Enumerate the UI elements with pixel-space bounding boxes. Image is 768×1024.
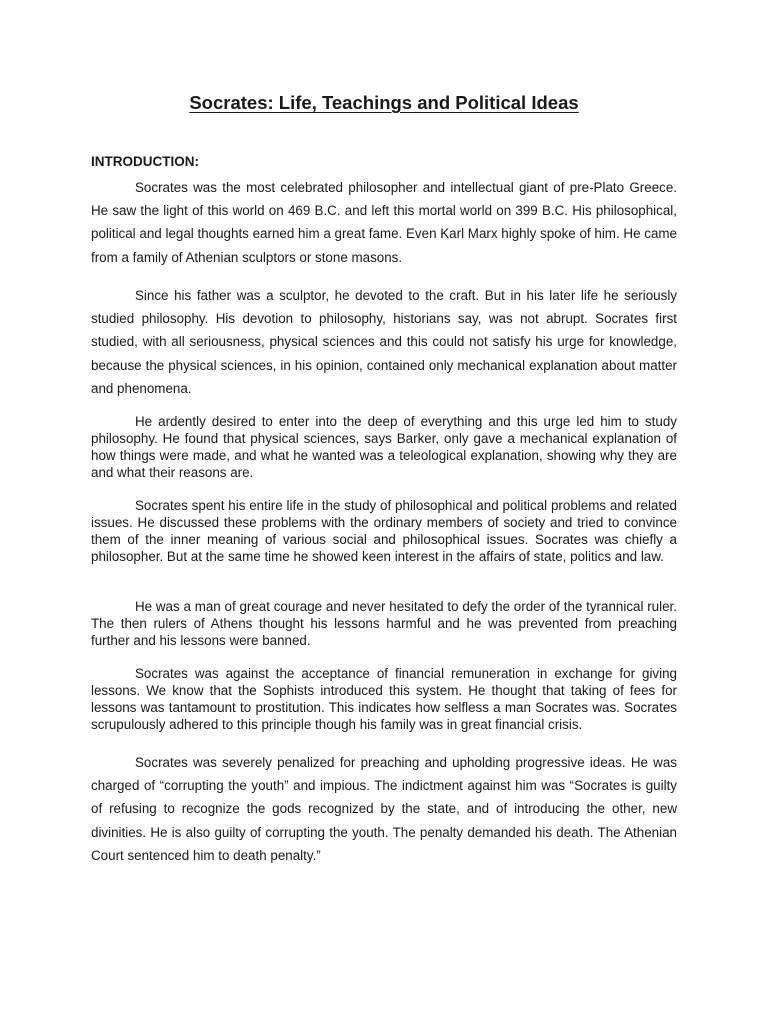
paragraph-2: Since his father was a sculptor, he devoted to the craft. But in his later life he seriously studied philosophy. His devotion to philosophy, historians say, was not abrupt. Socrates first studied, with all seriousness, physical sciences and this could not satisfy his urge for knowledge, because the physical sciences, in his opinion, contained only mechanical explanation about matter and phenomena. bbox=[91, 288, 677, 396]
document-title: Socrates: Life, Teachings and Political Ideas bbox=[189, 92, 579, 113]
paragraph-4: Socrates spent his entire life in the study of philosophical and political problems and related issues. He discussed these problems with the ordinary members of society and tried to convince them of the inner meaning of various social and philosophical issues. Socrates was chiefly a philosopher. But at the same time he showed keen interest in the affairs of state, politics and law. bbox=[91, 498, 677, 564]
section-heading: INTRODUCTION: bbox=[91, 154, 199, 169]
paragraph-6: Socrates was against the acceptance of financial remuneration in exchange for giving lessons. We know that the Sophists introduced this system. He thought that taking of fees for lessons was tantamount to prostitution. This indicates how selfless a man Socrates was. Socrates scrupulously adhered to this principle though his family was in great financial crisis. bbox=[91, 666, 677, 732]
paragraph-1: Socrates was the most celebrated philosopher and intellectual giant of pre-Plato Greece. He saw the light of this world on 469 B.C. and left this mortal world on 399 B.C. His philosophical, political and legal thoughts earned him a great fame. Even Karl Marx highly spoke of him. He came from a family of Athenian sculptors or stone masons. bbox=[91, 180, 677, 265]
paragraph-5: He was a man of great courage and never hesitated to defy the order of the tyrannical ruler. The then rulers of Athens thought his lessons harmful and he was prevented from preaching further and his lessons were banned. bbox=[91, 599, 677, 648]
paragraph-7: Socrates was severely penalized for preaching and upholding progressive ideas. He was charged of “corrupting the youth” and impious. The indictment against him was “Socrates is guilty of refusing to recognize the gods recognized by the state, and of introducing the other, new divinities. He is also guilty of corrupting the youth. The penalty demanded his death. The Athenian Court sentenced him to death penalty.” bbox=[91, 755, 677, 863]
paragraph-3: He ardently desired to enter into the deep of everything and this urge led him to study philosophy. He found that physical sciences, says Barker, only gave a mechanical explanation of how things were made, and what he wanted was a teleological explanation, showing why they are and what their reasons are. bbox=[91, 414, 677, 480]
